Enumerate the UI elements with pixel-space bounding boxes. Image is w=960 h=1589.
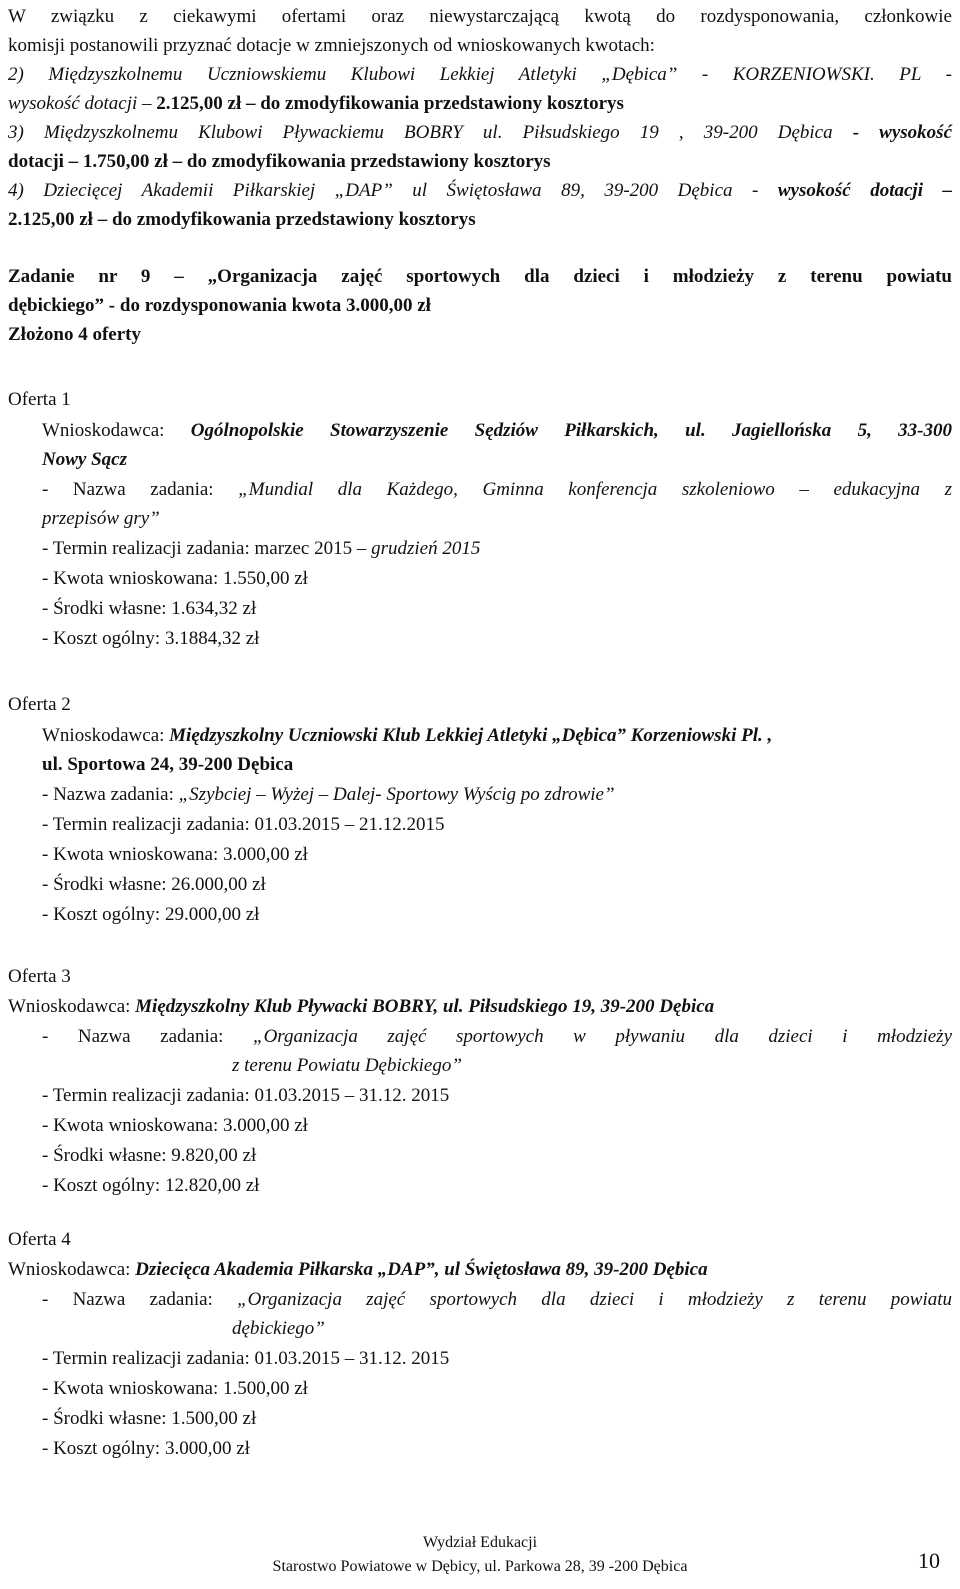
offer-4-applicant [8,1255,952,1284]
offer-3-amount: - Kwota wnioskowana: 3.000,00 zł [42,1115,308,1136]
applicant-label: Wnioskodawca: [8,996,136,1017]
intro-line-2: komisji postanowili przyznać dotacje w zmniejszonych od wnioskowanych kwotach: [8,35,655,56]
term-label: - Termin realizacji zadania: marzec 2015 – [42,538,372,559]
applicant-name: Dziecięca Akademia Piłkarska „DAP”, ul Świętosława 89, 39-200 Dębica [135,1259,708,1280]
task-heading-line-1: Zadanie nr 9 – „Organizacja zajęć sportowych dla dzieci i młodzieży z terenu powiatu [8,266,952,287]
task-name: „Szybciej – Wyżej – Dalej- Sportowy Wyścig po zdrowie” [178,784,615,805]
offer-3-own-funds: - Środki własne: 9.820,00 zł [42,1145,257,1166]
task-name-label: - Nazwa zadania: [42,1026,253,1047]
applicant-name: Międzyszkolny Uczniowski Klub Lekkiej Atletyki „Dębica” Korzeniowski Pl. , [169,725,773,746]
applicant-name: Ogólnopolskie Stowarzyszenie Sędziów Piłkarskich, ul. Jagiellońska 5, 33-300 [190,420,953,441]
offer-2-applicant [42,721,952,750]
intro-item-2 [8,60,952,89]
offer-2-own-funds: - Środki własne: 26.000,00 zł [42,874,266,895]
offer-3-task-name [42,1022,952,1051]
offer-3-term: - Termin realizacji zadania: 01.03.2015 – 31.12. 2015 [42,1085,450,1106]
offer-3-task-name-cont: z terenu Powiatu Dębickiego” [232,1055,462,1076]
task-name: „Mundial dla Każdego, Gminna konferencja szkoleniowo – edukacyjna z [238,479,952,500]
term-value: grudzień 2015 [371,538,481,559]
applicant-label: Wnioskodawca: [42,725,170,746]
offer-4-term: - Termin realizacji zadania: 01.03.2015 – 31.12. 2015 [42,1348,450,1369]
offer-4-total: - Koszt ogólny: 3.000,00 zł [42,1438,250,1459]
offer-4-heading: Oferta 4 [8,1229,71,1250]
intro-item-4-cont: 2.125,00 zł – do zmodyfikowania przedstawiony kosztorys [8,209,476,230]
intro-item-3-cont: dotacji – 1.750,00 zł – do zmodyfikowania przedstawiony kosztorys [8,151,551,172]
intro-item-3 [8,118,952,147]
applicant-name: Międzyszkolny Klub Pływacki BOBRY, ul. Piłsudskiego 19, 39-200 Dębica [135,996,715,1017]
offer-2-task-name [42,780,952,809]
task-heading-line-2: dębickiego” - do rozdysponowania kwota 3.000,00 zł [8,295,431,316]
offers-count: Złożono 4 oferty [8,324,141,345]
page-number: 10 [918,1548,940,1573]
task-name: „Organizacja zajęć sportowych w pływaniu dla dzieci i młodzieży [253,1026,953,1047]
offer-4-task-name [42,1285,952,1314]
offer-4-own-funds: - Środki własne: 1.500,00 zł [42,1408,257,1429]
intro-item-2-cont [8,89,952,118]
offer-3-total: - Koszt ogólny: 12.820,00 zł [42,1175,260,1196]
intro-item-4 [8,176,952,205]
offer-1-task-name-cont: przepisów gry” [42,508,160,529]
item-2-text: 2) Międzyszkolnemu Uczniowskiemu Klubowi Lekkiej Atletyki „Dębica” - KORZENIOWSKI. PL - [8,64,952,85]
task-name-label: - Nazwa zadania: [42,479,239,500]
offer-3-heading: Oferta 3 [8,966,71,987]
task-name: „Organizacja zajęć sportowych dla dzieci i młodzieży z terenu powiatu [237,1289,952,1310]
applicant-label: Wnioskodawca: [8,1259,136,1280]
offer-1-applicant-cont: Nowy Sącz [42,449,127,470]
offer-1-amount: - Kwota wnioskowana: 1.550,00 zł [42,568,308,589]
intro-line-1: W związku z ciekawymi ofertami oraz niewystarczającą kwotą do rozdysponowania, członkowie [8,6,952,27]
offer-1-total: - Koszt ogólny: 3.1884,32 zł [42,628,260,649]
footer-office-address: Starostwo Powiatowe w Dębicy, ul. Parkowa 28, 39 -200 Dębica [272,1558,688,1575]
item-3-label: - wysokość [852,122,953,143]
footer-department: Wydział Edukacji [422,1534,538,1551]
offer-2-applicant-cont: ul. Sportowa 24, 39-200 Dębica [42,754,294,775]
offer-1-task-name [42,475,952,504]
item-2-label: wysokość dotacji – [8,93,157,114]
offer-2-heading: Oferta 2 [8,694,71,715]
offer-2-amount: - Kwota wnioskowana: 3.000,00 zł [42,844,308,865]
item-4-text: 4) Dziecięcej Akademii Piłkarskiej „DAP” ul Świętosława 89, 39-200 Dębica - [8,180,778,201]
offer-1-own-funds: - Środki własne: 1.634,32 zł [42,598,257,619]
offer-2-total: - Koszt ogólny: 29.000,00 zł [42,904,260,925]
offer-1-term [42,534,952,563]
task-name-label: - Nazwa zadania: [42,1289,238,1310]
offer-2-term: - Termin realizacji zadania: 01.03.2015 – 21.12.2015 [42,814,445,835]
task-name-label: - Nazwa zadania: [42,784,179,805]
offer-1-applicant [42,416,952,445]
offer-1-heading: Oferta 1 [8,389,71,410]
offer-4-task-name-cont: dębickiego” [232,1318,325,1339]
item-3-text: 3) Międzyszkolnemu Klubowi Pływackiemu BOBRY ul. Piłsudskiego 19 , 39-200 Dębica [8,122,853,143]
item-2-amount: 2.125,00 zł – do zmodyfikowania przedstawiony kosztorys [156,93,624,114]
offer-3-applicant [8,992,952,1021]
offer-4-amount: - Kwota wnioskowana: 1.500,00 zł [42,1378,308,1399]
item-4-label: wysokość dotacji – [777,180,952,201]
applicant-label: Wnioskodawca: [42,420,191,441]
